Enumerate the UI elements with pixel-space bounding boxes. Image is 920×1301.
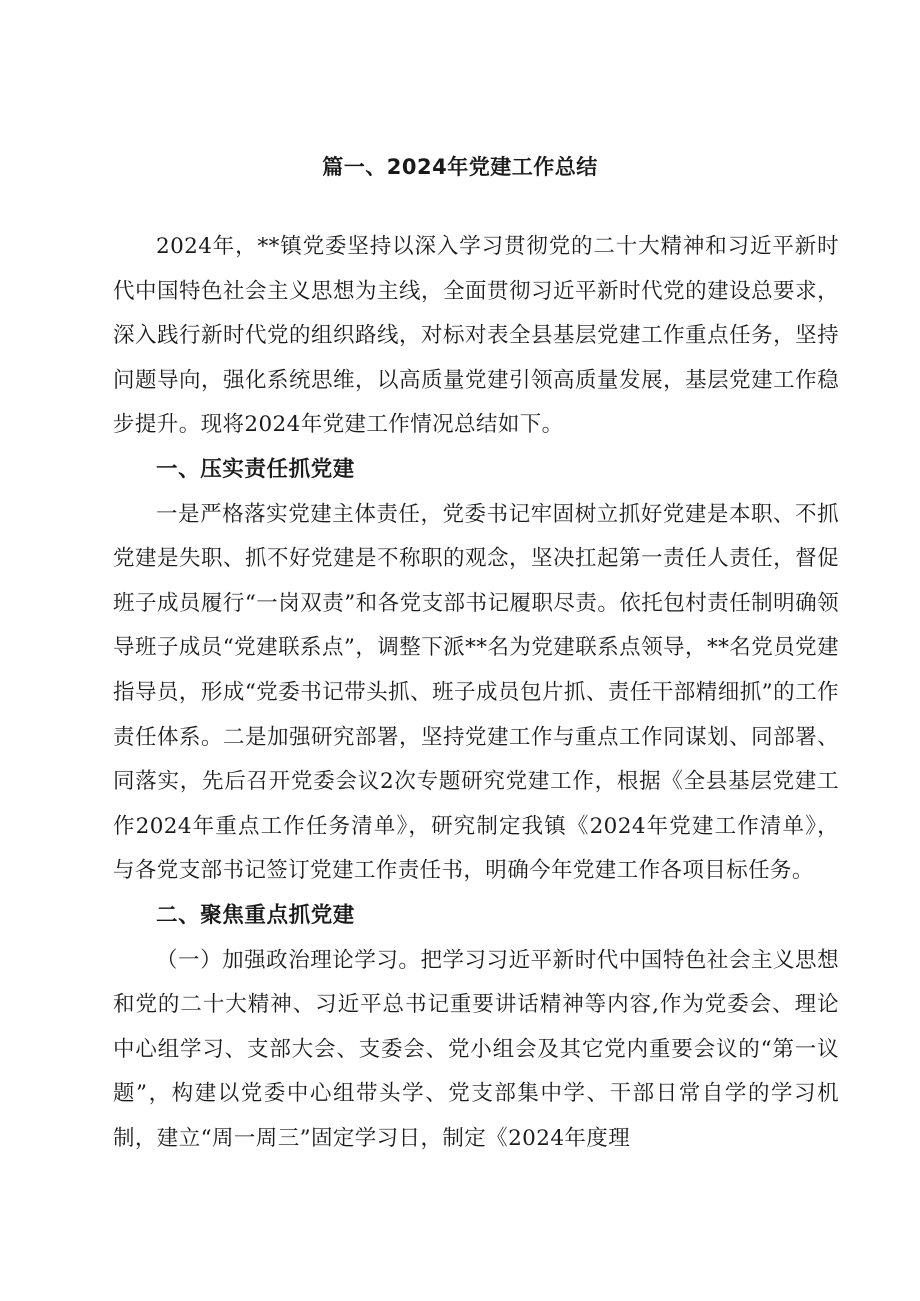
document-body bbox=[113, 225, 839, 1161]
section-heading-2: 二、聚焦重点抓党建 bbox=[156, 902, 355, 928]
section-2-paragraph: （一）加强政治理论学习。把学习习近平新时代中国特色社会主义思想和党的二十大精神、习近平总书记重要讲话精神等内容,作为党委会、理论中心组学习、支部大会、支委会、党小组会及其它党内重要会议的“第一议题”，构建以党委中心组带头学、党支部集中学、干部日常自学的学习机制，建立“周一周三”固定学习日，制定《2024年度理 bbox=[113, 947, 839, 1151]
section-heading-1: 一、压实责任抓党建 bbox=[156, 456, 355, 482]
intro-paragraph: 2024年，**镇党委坚持以深入学习贯彻党的二十大精神和习近平新时代中国特色社会主义思想为主线，全面贯彻习近平新时代党的建设总要求，深入践行新时代党的组织路线，对标对表全县基层党建工作重点任务，坚持问题导向，强化系统思维，以高质量党建引领高质量发展，基层党建工作稳步提升。现将2024年党建工作情况总结如下。 bbox=[113, 234, 839, 438]
document-title: 篇一、2024年党建工作总结 bbox=[322, 155, 598, 179]
section-1-paragraph: 一是严格落实党建主体责任，党委书记牢固树立抓好党建是本职、不抓党建是失职、抓不好党建是不称职的观念，坚决扛起第一责任人责任，督促班子成员履行“一岗双责”和各党支部书记履职尽责。依托包村责任制明确领导班子成员“党建联系点”，调整下派**名为党建联系点领导，**名党员党建指导员，形成“党委书记带头抓、班子成员包片抓、责任干部精细抓”的工作责任体系。二是加强研究部署，坚持党建工作与重点工作同谋划、同部署、同落实，先后召开党委会议2次专题研究党建工作，根据《全县基层党建工作2024年重点工作任务清单》，研究制定我镇《2024年党建工作清单》，与各党支部书记签订党建工作责任书，明确今年党建工作各项目标任务。 bbox=[113, 501, 839, 884]
